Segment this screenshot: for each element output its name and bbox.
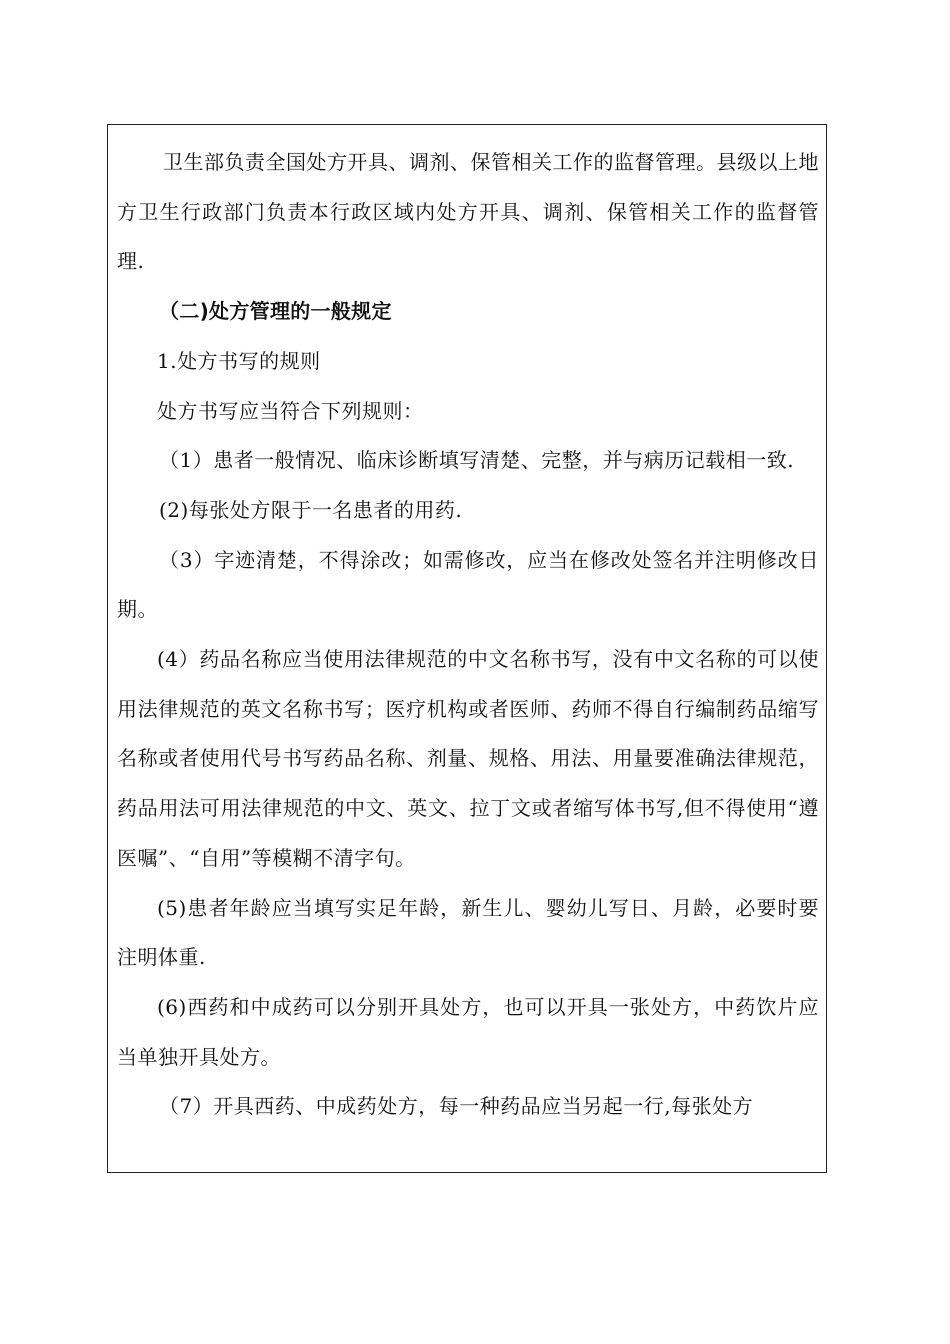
document-body bbox=[117, 138, 819, 1132]
rule-item-5: (5)患者年龄应当填写实足年龄，新生儿、婴幼儿写日、月龄，必要时要注明体重. bbox=[117, 895, 819, 970]
rule-item-4: (4）药品名称应当使用法律规范的中文名称书写，没有中文名称的可以使用法律规范的英文名称书写；医疗机构或者医师、药师不得自行编制药品缩写名称或者使用代号书写药品名称、剂量、规格、用法、用量要准确法律规范，药品用法可用法律规范的中文、英文、拉丁文或者缩写体书写,但不得使用“遵医嘱”、“自用”等模糊不清字句。 bbox=[117, 647, 819, 870]
rule-item-6: (6)西药和中成药可以分别开具处方，也可以开具一张处方，中药饮片应当单独开具处方。 bbox=[117, 994, 819, 1069]
rule-item-1: （1）患者一般情况、临床诊断填写清楚、完整，并与病历记载相一致. bbox=[159, 448, 795, 473]
rule-item-3: （3）字迹清楚，不得涂改；如需修改，应当在修改处签名并注明修改日期。 bbox=[117, 547, 819, 622]
document-frame bbox=[107, 124, 827, 1173]
paragraph-supervision: 卫生部负责全国处方开具、调剂、保管相关工作的监督管理。县级以上地方卫生行政部门负责本行政区域内处方开具、调剂、保管相关工作的监督管理. bbox=[117, 150, 819, 274]
rule-item-7: （7）开具西药、中成药处方，每一种药品应当另起一行,每张处方 bbox=[159, 1094, 754, 1119]
paragraph-rules-intro: 处方书写应当符合下列规则： bbox=[157, 398, 424, 423]
subheading-writing-rules: 1.处方书写的规则 bbox=[157, 348, 321, 373]
rule-item-2: (2)每张处方限于一名患者的用药. bbox=[159, 497, 463, 522]
section-heading-general-rules: （二)处方管理的一般规定 bbox=[159, 299, 392, 324]
